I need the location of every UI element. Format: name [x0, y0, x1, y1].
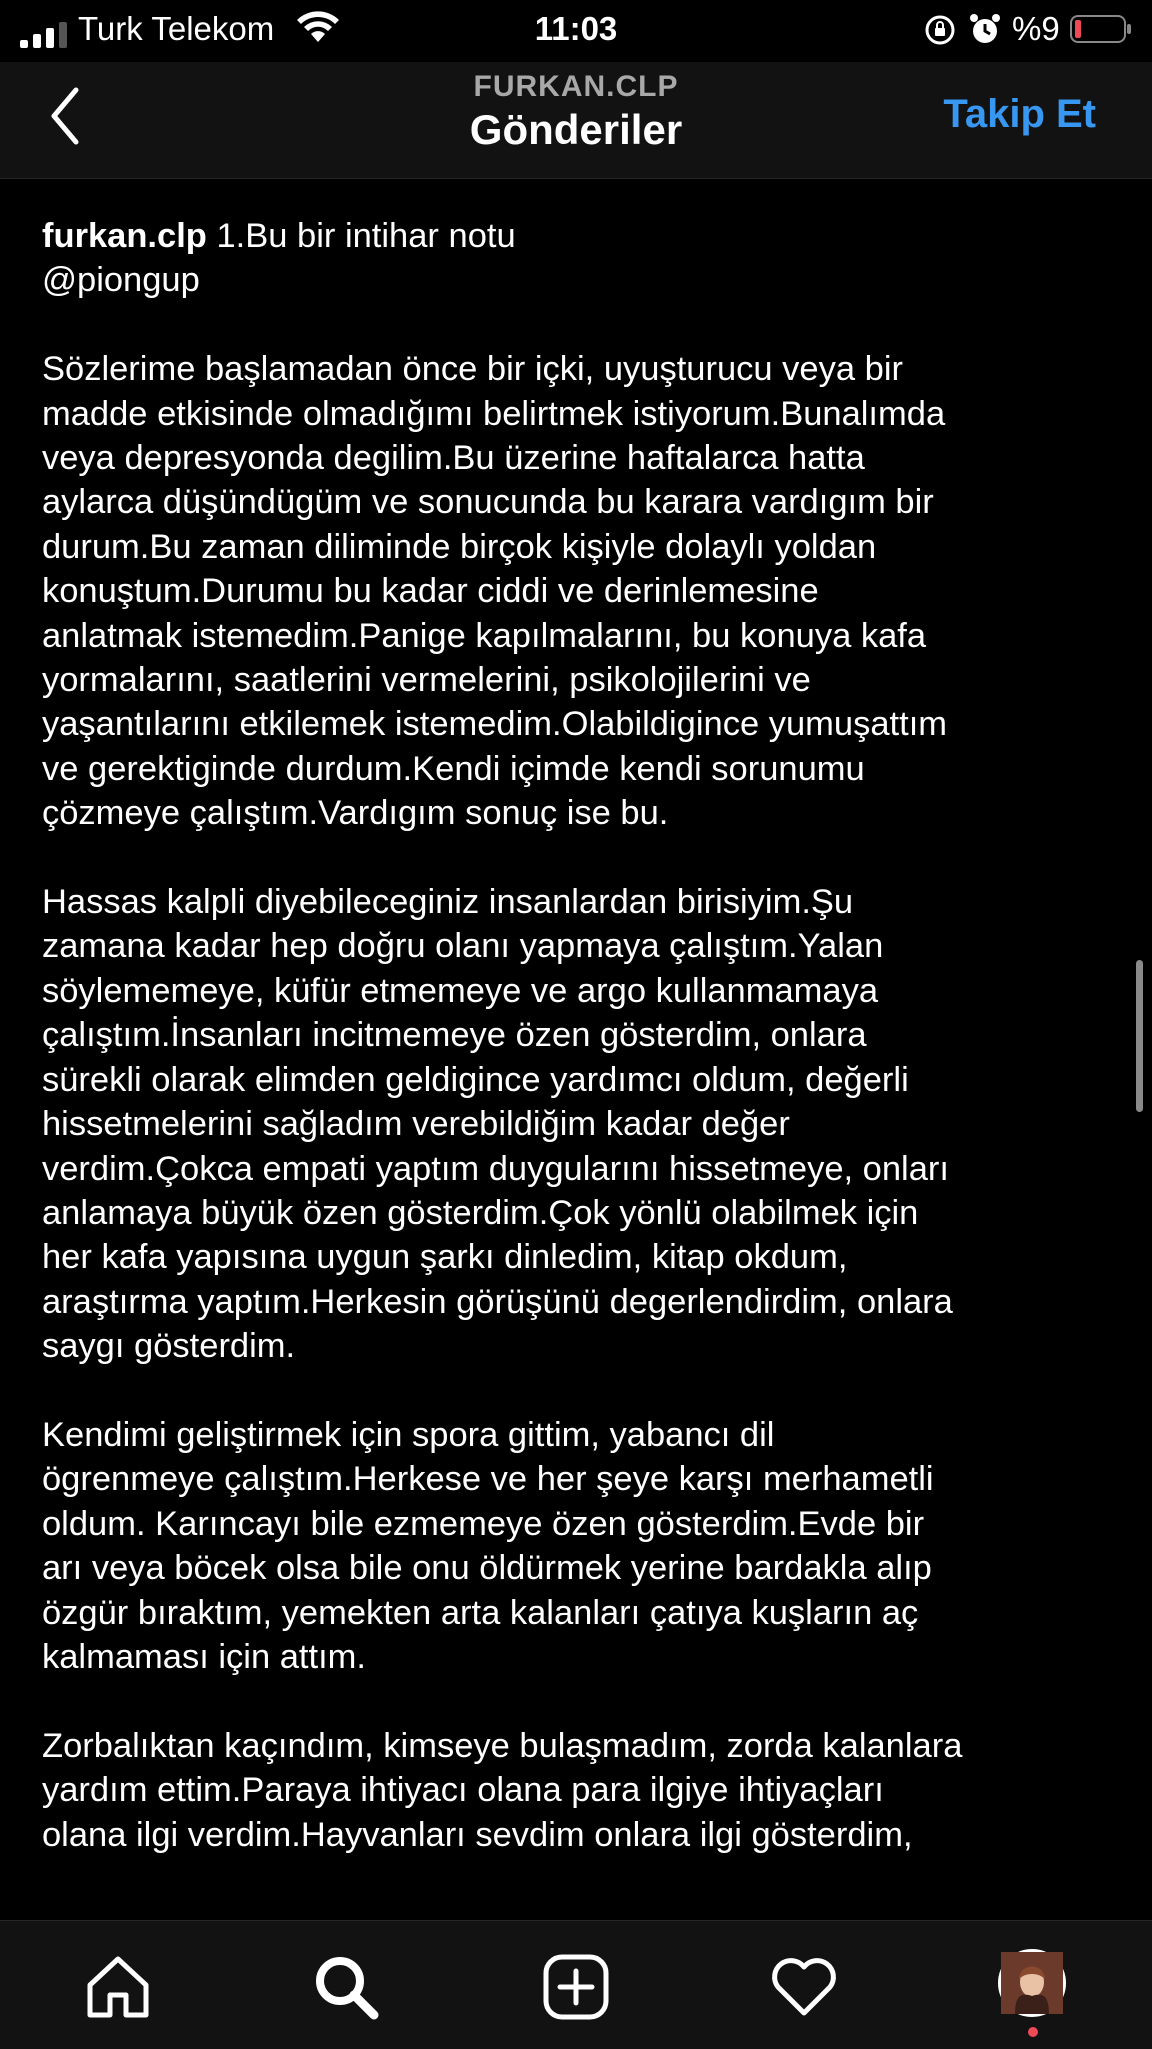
post-content [0, 178, 1152, 1920]
tab-bar [0, 1920, 1152, 2049]
notification-dot [1028, 2027, 1038, 2037]
caption-paragraph: Hassas kalpli diyebileceginiz insanlardan birisiyim.Şu zamana kadar hep doğru olanı yapmaya çalıştım.Yalan söylememeye, küfür etmemeye ve argo kullanmamaya çalıştım.İnsanları incitmemeye özen gösterdim, onlara sürekli olarak elimden geldigince yardımcı oldum, değerli hissetmelerini sağladım verebildiğim kadar değer verdim.Çokca empati yaptım duygularını hissetmeye, onları anlamaya büyük özen gösterdim.Çok yönlü olabilmek için her kafa yapısına uygun şarkı dinledim, kitap okdum, araştırma yaptım.Herkesin görüşünü degerlendirdim, onlara saygı gösterdim. [42, 883, 953, 1366]
activity-heart-icon[interactable] [768, 1951, 840, 2023]
page-title: Gönderiler [469, 106, 683, 153]
caption-paragraph: Sözlerime başlamadan önce bir içki, uyuşturucu veya bir madde etkisinde olmadığımı belirtmek istiyorum.Bunalımda veya depresyonda degilim.Bu üzerine haftalarca hatta aylarca düşündügüm ve sonucunda bu karara vardıgım bir durum.Bu zaman diliminde birçok kişiyle dolaylı yoldan konuştum.Durumu bu kadar ciddi ve derinlemesine anlatmak istemedim.Panige kapılmalarını, bu konuya kafa yormalarını, saatlerini vermelerini, psikolojilerini ve yaşantılarını etkilemek istemedim.Olabildigince yumuşattım ve gerektiginde durdum.Kendi içimde kendi sorunumu çözmeye çalıştım.Vardıgım sonuç ise bu. [42, 350, 948, 833]
new-post-icon[interactable] [540, 1951, 612, 2023]
carrier-name: Turk Telekom [78, 10, 275, 47]
scrollbar[interactable] [1136, 960, 1143, 1112]
battery-percent: %9 [1012, 10, 1060, 47]
caption-username[interactable]: furkan.clp [42, 217, 207, 255]
orientation-lock-icon [924, 14, 956, 46]
clock: 11:03 [534, 10, 618, 47]
battery-icon [1070, 15, 1132, 43]
profile-photo [1001, 1952, 1063, 2014]
caption-paragraph: Kendimi geliştirmek için spora gittim, yabancı dil ögrenmeye çalıştım.Herkese ve her şeye karşı merhametli oldum. Karıncayı bile ezmemeye özen gösterdim.Evde bir arı veya böcek olsa bile onu öldürmek yerine bardakla alıp özgür bıraktım, yemekten arta kalanları çatıya kuşların aç kalmaması için attım. [42, 1415, 934, 1676]
search-icon[interactable] [310, 1951, 382, 2023]
alarm-icon [968, 12, 1002, 46]
post-caption [42, 214, 1122, 1901]
status-bar [0, 0, 1152, 62]
caption-paragraph [42, 214, 1122, 303]
follow-button[interactable]: Takip Et [943, 92, 1096, 136]
navigation-header [0, 62, 1152, 179]
account-name: FURKAN.CLP [473, 70, 679, 103]
profile-avatar[interactable] [998, 1949, 1066, 2017]
caption-text: 1.Bu bir intihar notu @piongup [42, 217, 516, 300]
home-icon[interactable] [82, 1951, 154, 2023]
caption-paragraph: Zorbalıktan kaçındım, kimseye bulaşmadım, zorda kalanlara yardım ettim.Paraya ihtiyacı olana para ilgiye ihtiyaçları olana ilgi verdim.Hayvanları sevdim onlara ilgi gösterdim, [42, 1726, 963, 1854]
